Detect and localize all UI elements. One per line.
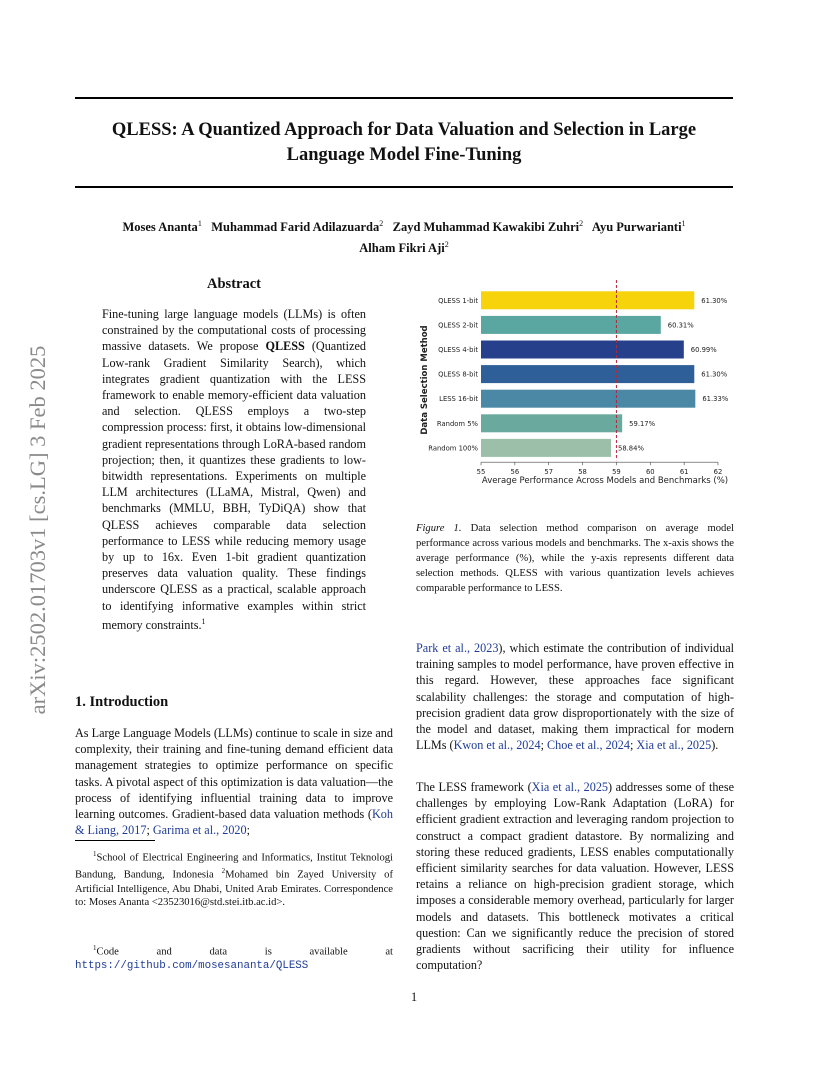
value-label: 60.99% [690,346,717,354]
page-number: 1 [410,990,418,1004]
citation-link[interactable]: Xia et al., 2025 [531,780,609,794]
author-name: Alham Fikri Aji [359,241,445,256]
bar-qless-8-bit [481,365,694,383]
category-label: QLESS 1-bit [438,296,478,305]
title-line-1: QLESS: A Quantized Approach for Data Valuation and Selection in Large [111,120,697,140]
category-label: Random 100% [428,444,478,453]
abstract-body: Fine-tuning large language models (LLMs) is often constrained by the computational costs of processing massive datasets. We propose QLESS (Quantized Low-rank Gradient Similarity Search), which integrates gradient quantization with the LESS framework to enable memory-efficient data valuation and selection. QLESS employs a two-step compression process: first, it obtains low-dimensional gradient representations through LoRA-based random projection; then, it quantizes these gradients to low-bitwidth representations. Experiments on multiple LLM architectures (LLaMA, Mistral, Qwen) and benchmarks (MMLU, BBH, TyDiQA) show that QLESS achieves comparable data selection performance to LESS while reducing memory usage by up to 16x. Even 1-bit gradient quantization preserves data valuation quality. These findings underscore QLESS as a practical, scalable approach to identifying informative examples within strict memory constraints.$^1$ [102,307,366,632]
citation-link[interactable]: Kwon et al., 2024 [453,738,541,753]
value-label: 61.33% [702,395,729,404]
author-name: Muhammad Farid Adilazuarda [211,220,380,235]
x-tick-label: 55 [476,468,486,477]
value-label: 61.30% [701,370,728,379]
arxiv-identifier: arXiv:2502.01703v1 [cs.LG] 3 Feb 2025 [25,345,50,715]
value-label: 61.30% [701,296,728,305]
intro-paragraph: As Large Language Models (LLMs) continue to scale in size and complexity, their training and fine-tuning demand efficient data management strategies to optimize performance on specific tasks. A pivotal aspect of this optimization is data valuation—the process of identifying influential training data to improve learning outcomes. Gradient-based data valuation methods (Koh & Liang, 2017; Garima et al., 2020; [75,726,393,838]
bar-random-100- [481,439,611,457]
citation-link[interactable]: Choe et al., 2024 [547,738,630,753]
x-tick-label: 61 [679,468,689,477]
citation-link[interactable]: Xia et al., 2025 [636,738,712,753]
author-name: Zayd Muhammad Kawakibi Zuhri [392,220,580,235]
x-tick-label: 57 [544,468,554,477]
title-line-2: Language Model Fine-Tuning [286,145,522,165]
section-heading-introduction: 1. Introduction [75,694,169,710]
figure-label: Figure 1. [416,523,462,534]
author-name: Ayu Purwarianti [591,220,682,235]
author-name: Moses Ananta [122,220,198,235]
value-label: 59.17% [629,419,656,428]
value-label: 60.31% [667,321,694,330]
footnote-mark: 1 [201,616,206,626]
category-label: LESS 16-bit [439,395,478,404]
figure-caption: Figure 1. Data selection method comparison on average model performance across various models and benchmarks. The x-axis shows the average performance (%), while the y-axis represents different data selection methods. QLESS with various quantization levels achieves comparable performance to LESS. [416,523,734,594]
category-label: QLESS 4-bit [438,346,478,354]
bar-random-5- [481,414,622,432]
category-label: QLESS 2-bit [438,321,478,330]
y-axis-label: Data Selection Method [420,325,430,435]
top-rule [75,97,733,99]
right-paragraph-1: Park et al., 2023), which estimate the contribution of individual training samples to model performance, have proven effective in this regard. However, these approaches face significant scalability challenges: the storage and computation of high-precision gradient data grow disproportionately with the size of the model and dataset, making them impractical for modern LLMs (Kwon et al., 2024; Choe et al., 2024; Xia et al., 2025). [416,641,734,753]
arxiv-sidebar [18,300,58,760]
citation-link[interactable]: Garima et al., 2020 [152,823,247,838]
x-tick-label: 60 [645,468,655,477]
right-paragraph-2: The LESS framework (Xia et al., 2025) addresses some of these challenges by employing Low-Rank Adaptation (LoRA) for efficient gradient extraction and leveraging random projection to construct a compact gradient datastore. By normalizing and storing these reduced gradients, LESS enables computationally efficient similarity searches for data valuation. However, LESS retains a reliance on high-precision gradient storage, which imposes a considerable memory overhead, particularly for larger models and datasets. This bottleneck motivates a critical question: Can we significantly reduce the precision of stored gradients without sacrificing their utility for influence computation? [416,780,734,973]
affiliation-footnote: $^1$School of Electrical Engineering and Informatics, Institut Teknologi Bandung, Bandung, Indonesia $^2$Mohamed bin Zayed University of Artificial Intelligence, Abu Dhabi, United Arab Emirates. Correspondence to: Moses Ananta <23523016@std.stei.itb.ac.id>. [75,850,393,909]
x-tick-label: 62 [713,468,723,477]
x-axis-label: Average Performance Across Models and Benchmarks (%) [481,476,729,486]
citation-link[interactable]: Park et al., 2023 [416,641,499,655]
abstract-heading: Abstract [207,276,261,292]
author-list: Moses Ananta$^1$ Muhammad Farid Adilazuarda$^2$ Zayd Muhammad Kawakibi Zuhri$^2$ Ayu Purwarianti$^1$ Alham Fikri Aji$^2$ [122,219,686,256]
citation-link[interactable]: Koh & Liang, 2017 [75,807,393,838]
x-tick-label: 58 [578,468,587,477]
figure-1-chart [416,280,734,495]
x-tick-label: 56 [510,468,520,477]
x-axis [477,462,723,476]
value-label: 58.84% [618,444,644,453]
bar-qless-2-bit [481,316,661,334]
category-label: Random 5% [436,419,478,428]
bar-group [428,280,729,460]
footnote-rule [75,840,155,841]
bar-less-16-bit [481,390,695,408]
paper-title [75,118,733,168]
title-bottom-rule [75,186,733,188]
category-label: QLESS 8-bit [438,370,478,379]
x-tick-label: 59 [612,468,621,477]
code-footnote: $^1$Code and data is available at https://github.com/mosesananta/QLESS [75,944,393,973]
code-url-link[interactable]: https://github.com/mosesananta/QLESS [75,960,309,973]
bar-qless-1-bit [481,291,694,309]
qless-term: QLESS [265,339,305,354]
bar-qless-4-bit [481,341,684,359]
